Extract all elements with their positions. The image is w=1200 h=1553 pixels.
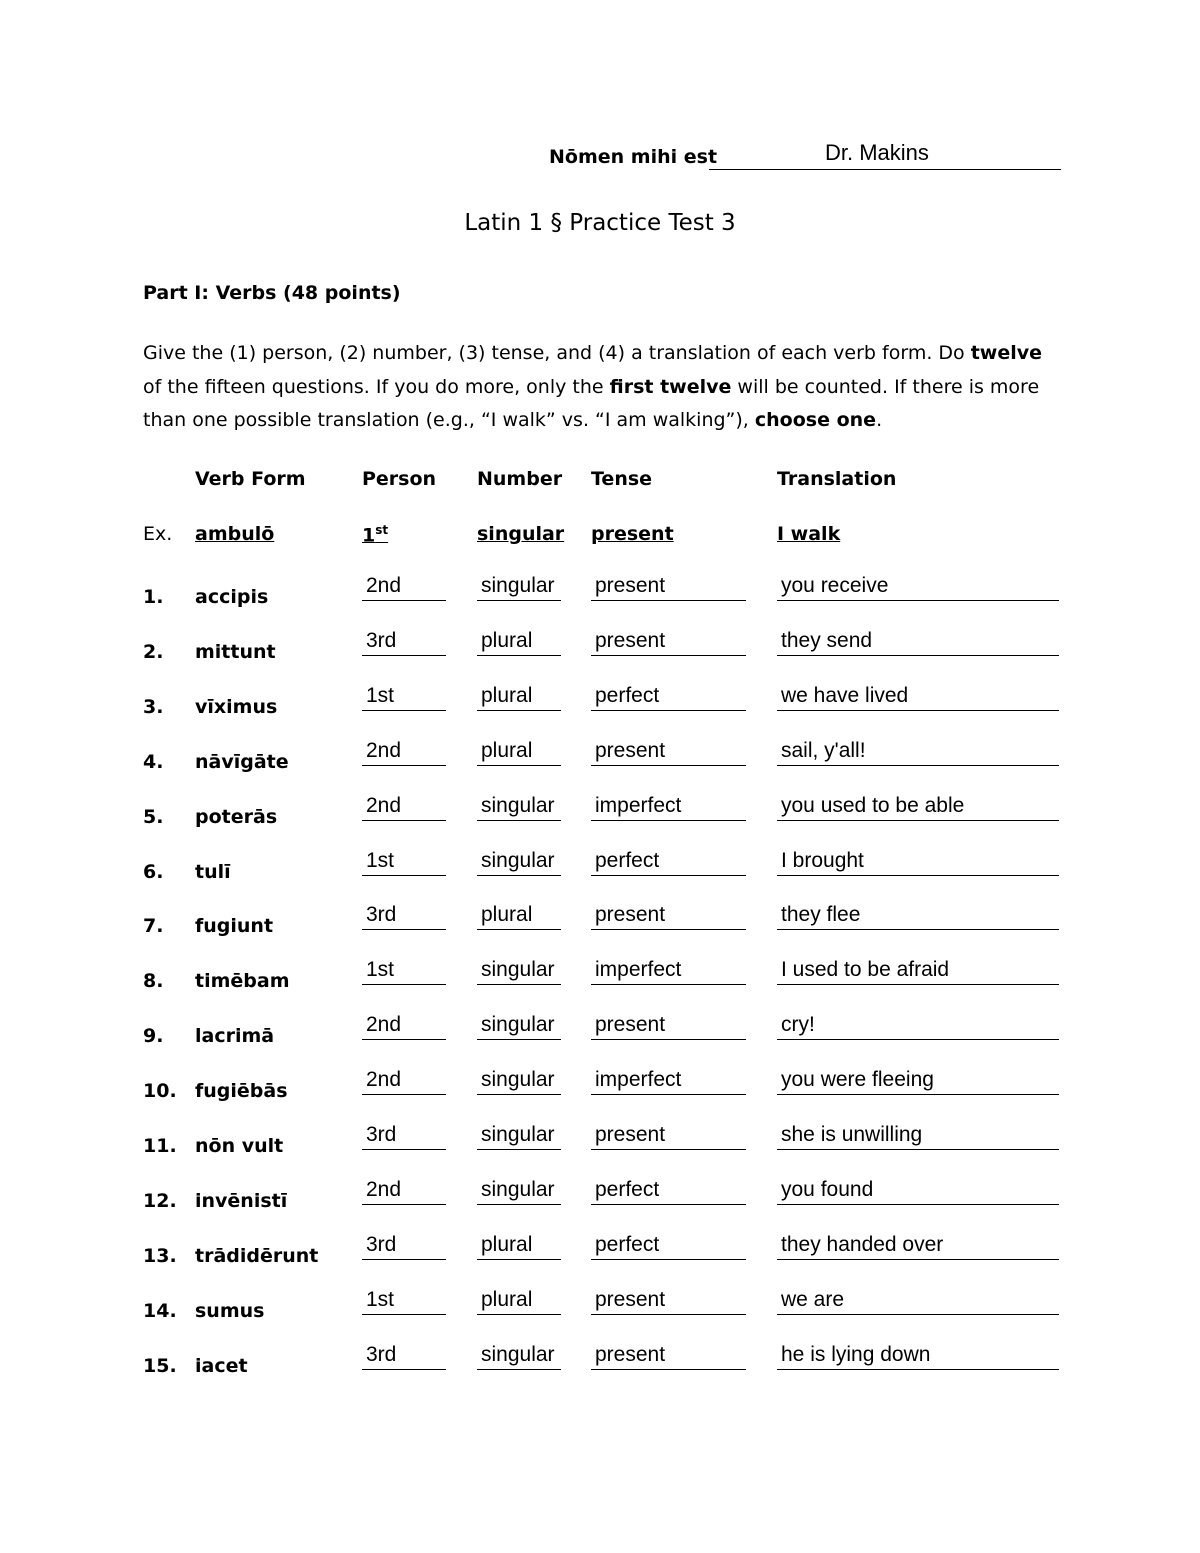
- question-number: 4.: [143, 750, 164, 773]
- answer-person[interactable]: 3rd: [362, 901, 446, 930]
- answer-tense[interactable]: present: [591, 1121, 746, 1150]
- name-value: Dr. Makins: [825, 140, 929, 165]
- question-number: 3.: [143, 695, 164, 718]
- answer-translation[interactable]: you were fleeing: [777, 1066, 1059, 1095]
- answer-number[interactable]: singular: [477, 1341, 561, 1370]
- page-title: Latin 1 § Practice Test 3: [464, 210, 736, 236]
- question-verb: fugiēbās: [195, 1080, 288, 1103]
- example-person-suffix: st: [375, 523, 389, 537]
- instructions-text-1: Give the (1) person, (2) number, (3) tense, and (4) a translation of each verb form. Do: [143, 342, 971, 364]
- answer-number[interactable]: plural: [477, 737, 561, 766]
- answer-number[interactable]: plural: [477, 901, 561, 930]
- question-verb: trādidērunt: [195, 1244, 319, 1267]
- answer-translation[interactable]: she is unwilling: [777, 1121, 1059, 1150]
- column-header-person: Person: [362, 468, 437, 490]
- instructions: [143, 337, 1063, 438]
- answer-number[interactable]: singular: [477, 847, 561, 876]
- answer-person[interactable]: 1st: [362, 1286, 446, 1315]
- answer-number[interactable]: singular: [477, 1176, 561, 1205]
- example-verb: ambulō: [195, 523, 275, 545]
- answer-number[interactable]: plural: [477, 1286, 561, 1315]
- answer-translation[interactable]: I used to be afraid: [777, 956, 1059, 985]
- name-field[interactable]: [709, 140, 1061, 170]
- question-row: [0, 1066, 1200, 1121]
- part-heading: Part I: Verbs (48 points): [143, 282, 401, 304]
- answer-number[interactable]: singular: [477, 792, 561, 821]
- example-person: [362, 523, 388, 546]
- question-number: 13.: [143, 1244, 177, 1267]
- question-row: [0, 1286, 1200, 1341]
- question-verb: sumus: [195, 1299, 265, 1322]
- answer-translation[interactable]: you found: [777, 1176, 1059, 1205]
- example-tense: present: [591, 523, 674, 545]
- question-row: [0, 956, 1200, 1011]
- instructions-choose-one: choose one: [754, 409, 877, 431]
- answer-number[interactable]: singular: [477, 1066, 561, 1095]
- instructions-twelve: twelve: [970, 342, 1043, 364]
- answer-number[interactable]: plural: [477, 627, 561, 656]
- question-number: 6.: [143, 860, 164, 883]
- answer-tense[interactable]: present: [591, 901, 746, 930]
- answer-tense[interactable]: perfect: [591, 1176, 746, 1205]
- example-label: Ex.: [143, 523, 173, 545]
- question-row: [0, 1341, 1200, 1396]
- answer-tense[interactable]: present: [591, 737, 746, 766]
- answer-person[interactable]: 2nd: [362, 572, 446, 601]
- instructions-first-twelve: first twelve: [609, 375, 732, 398]
- example-person-value: 1: [362, 524, 376, 547]
- question-verb: nōn vult: [195, 1135, 284, 1157]
- question-number: 8.: [143, 970, 164, 993]
- answer-number[interactable]: singular: [477, 956, 561, 985]
- answer-person[interactable]: 2nd: [362, 1011, 446, 1040]
- answer-translation[interactable]: you used to be able: [777, 792, 1059, 821]
- question-number: 9.: [143, 1025, 164, 1048]
- answer-tense[interactable]: perfect: [591, 847, 746, 876]
- question-row: [0, 627, 1200, 682]
- instructions-text-4: .: [876, 409, 883, 431]
- question-number: 12.: [143, 1189, 177, 1212]
- question-row: [0, 901, 1200, 956]
- answer-person[interactable]: 2nd: [362, 737, 446, 766]
- answer-tense[interactable]: present: [591, 627, 746, 656]
- answer-person[interactable]: 3rd: [362, 1231, 446, 1260]
- name-label: Nōmen mihi est: [549, 146, 718, 168]
- instructions-text-2: of the fifteen questions. If you do more, only the: [143, 375, 610, 398]
- answer-person[interactable]: 2nd: [362, 1176, 446, 1205]
- question-verb: fugiunt: [195, 915, 274, 938]
- column-header-number: Number: [477, 468, 563, 490]
- answer-translation[interactable]: cry!: [777, 1011, 1059, 1040]
- question-verb: invēnistī: [195, 1189, 288, 1212]
- answer-tense[interactable]: present: [591, 1286, 746, 1315]
- question-verb: accipis: [195, 586, 269, 608]
- example-number: singular: [477, 523, 565, 545]
- answer-person[interactable]: 3rd: [362, 1121, 446, 1150]
- answer-tense[interactable]: present: [591, 1341, 746, 1370]
- answer-person[interactable]: 2nd: [362, 792, 446, 821]
- question-row: [0, 847, 1200, 902]
- question-verb: nāvīgāte: [195, 750, 289, 773]
- answer-tense[interactable]: imperfect: [591, 956, 746, 985]
- answer-number[interactable]: singular: [477, 1011, 561, 1040]
- question-number: 5.: [143, 805, 164, 828]
- question-number: 14.: [143, 1299, 177, 1322]
- answer-tense[interactable]: imperfect: [591, 792, 746, 821]
- answer-translation[interactable]: I brought: [777, 847, 1059, 876]
- answer-translation[interactable]: sail, y'all!: [777, 737, 1059, 766]
- question-row: [0, 682, 1200, 737]
- answer-translation[interactable]: we are: [777, 1286, 1059, 1315]
- question-number: 2.: [143, 640, 164, 663]
- question-number: 15.: [143, 1354, 177, 1377]
- question-row: [0, 572, 1200, 627]
- question-number: 11.: [143, 1135, 177, 1157]
- column-header-verb-form: Verb Form: [195, 468, 306, 490]
- answer-translation[interactable]: they flee: [777, 901, 1059, 930]
- question-row: [0, 1011, 1200, 1066]
- question-verb: mittunt: [195, 640, 276, 663]
- answer-translation[interactable]: they handed over: [777, 1231, 1059, 1260]
- answer-tense[interactable]: present: [591, 1011, 746, 1040]
- answer-person[interactable]: 3rd: [362, 1341, 446, 1370]
- column-header-translation: Translation: [777, 468, 897, 490]
- answer-number[interactable]: singular: [477, 1121, 561, 1150]
- question-row: [0, 1176, 1200, 1231]
- answer-translation[interactable]: you receive: [777, 572, 1059, 601]
- question-verb: timēbam: [195, 970, 290, 993]
- answer-tense[interactable]: perfect: [591, 1231, 746, 1260]
- question-row: [0, 1121, 1200, 1176]
- answer-translation[interactable]: they send: [777, 627, 1059, 656]
- answer-tense[interactable]: imperfect: [591, 1066, 746, 1095]
- answer-person[interactable]: 1st: [362, 847, 446, 876]
- question-number: 1.: [143, 586, 164, 608]
- answer-person[interactable]: 3rd: [362, 627, 446, 656]
- answer-person[interactable]: 2nd: [362, 1066, 446, 1095]
- answer-person[interactable]: 1st: [362, 682, 446, 711]
- question-verb: poterās: [195, 805, 278, 828]
- answer-tense[interactable]: perfect: [591, 682, 746, 711]
- instructions-text-3: will be counted. If there is more than one possible translation (e.g., “I walk” vs. “I am walking”),: [143, 375, 1040, 431]
- question-verb: tulī: [195, 860, 231, 883]
- question-verb: vīximus: [195, 695, 278, 718]
- answer-number[interactable]: plural: [477, 1231, 561, 1260]
- question-row: [0, 1231, 1200, 1286]
- answer-person[interactable]: 1st: [362, 956, 446, 985]
- name-line: [549, 140, 1061, 180]
- column-header-tense: Tense: [591, 468, 653, 490]
- example-translation: I walk: [777, 523, 841, 545]
- answer-number[interactable]: plural: [477, 682, 561, 711]
- answer-translation[interactable]: we have lived: [777, 682, 1059, 711]
- question-row: [0, 737, 1200, 792]
- answer-tense[interactable]: present: [591, 572, 746, 601]
- answer-number[interactable]: singular: [477, 572, 561, 601]
- answer-translation[interactable]: he is lying down: [777, 1341, 1059, 1370]
- question-number: 7.: [143, 915, 164, 938]
- question-verb: lacrimā: [195, 1025, 275, 1048]
- question-row: [0, 792, 1200, 847]
- question-verb: iacet: [195, 1354, 248, 1377]
- question-number: 10.: [143, 1080, 177, 1103]
